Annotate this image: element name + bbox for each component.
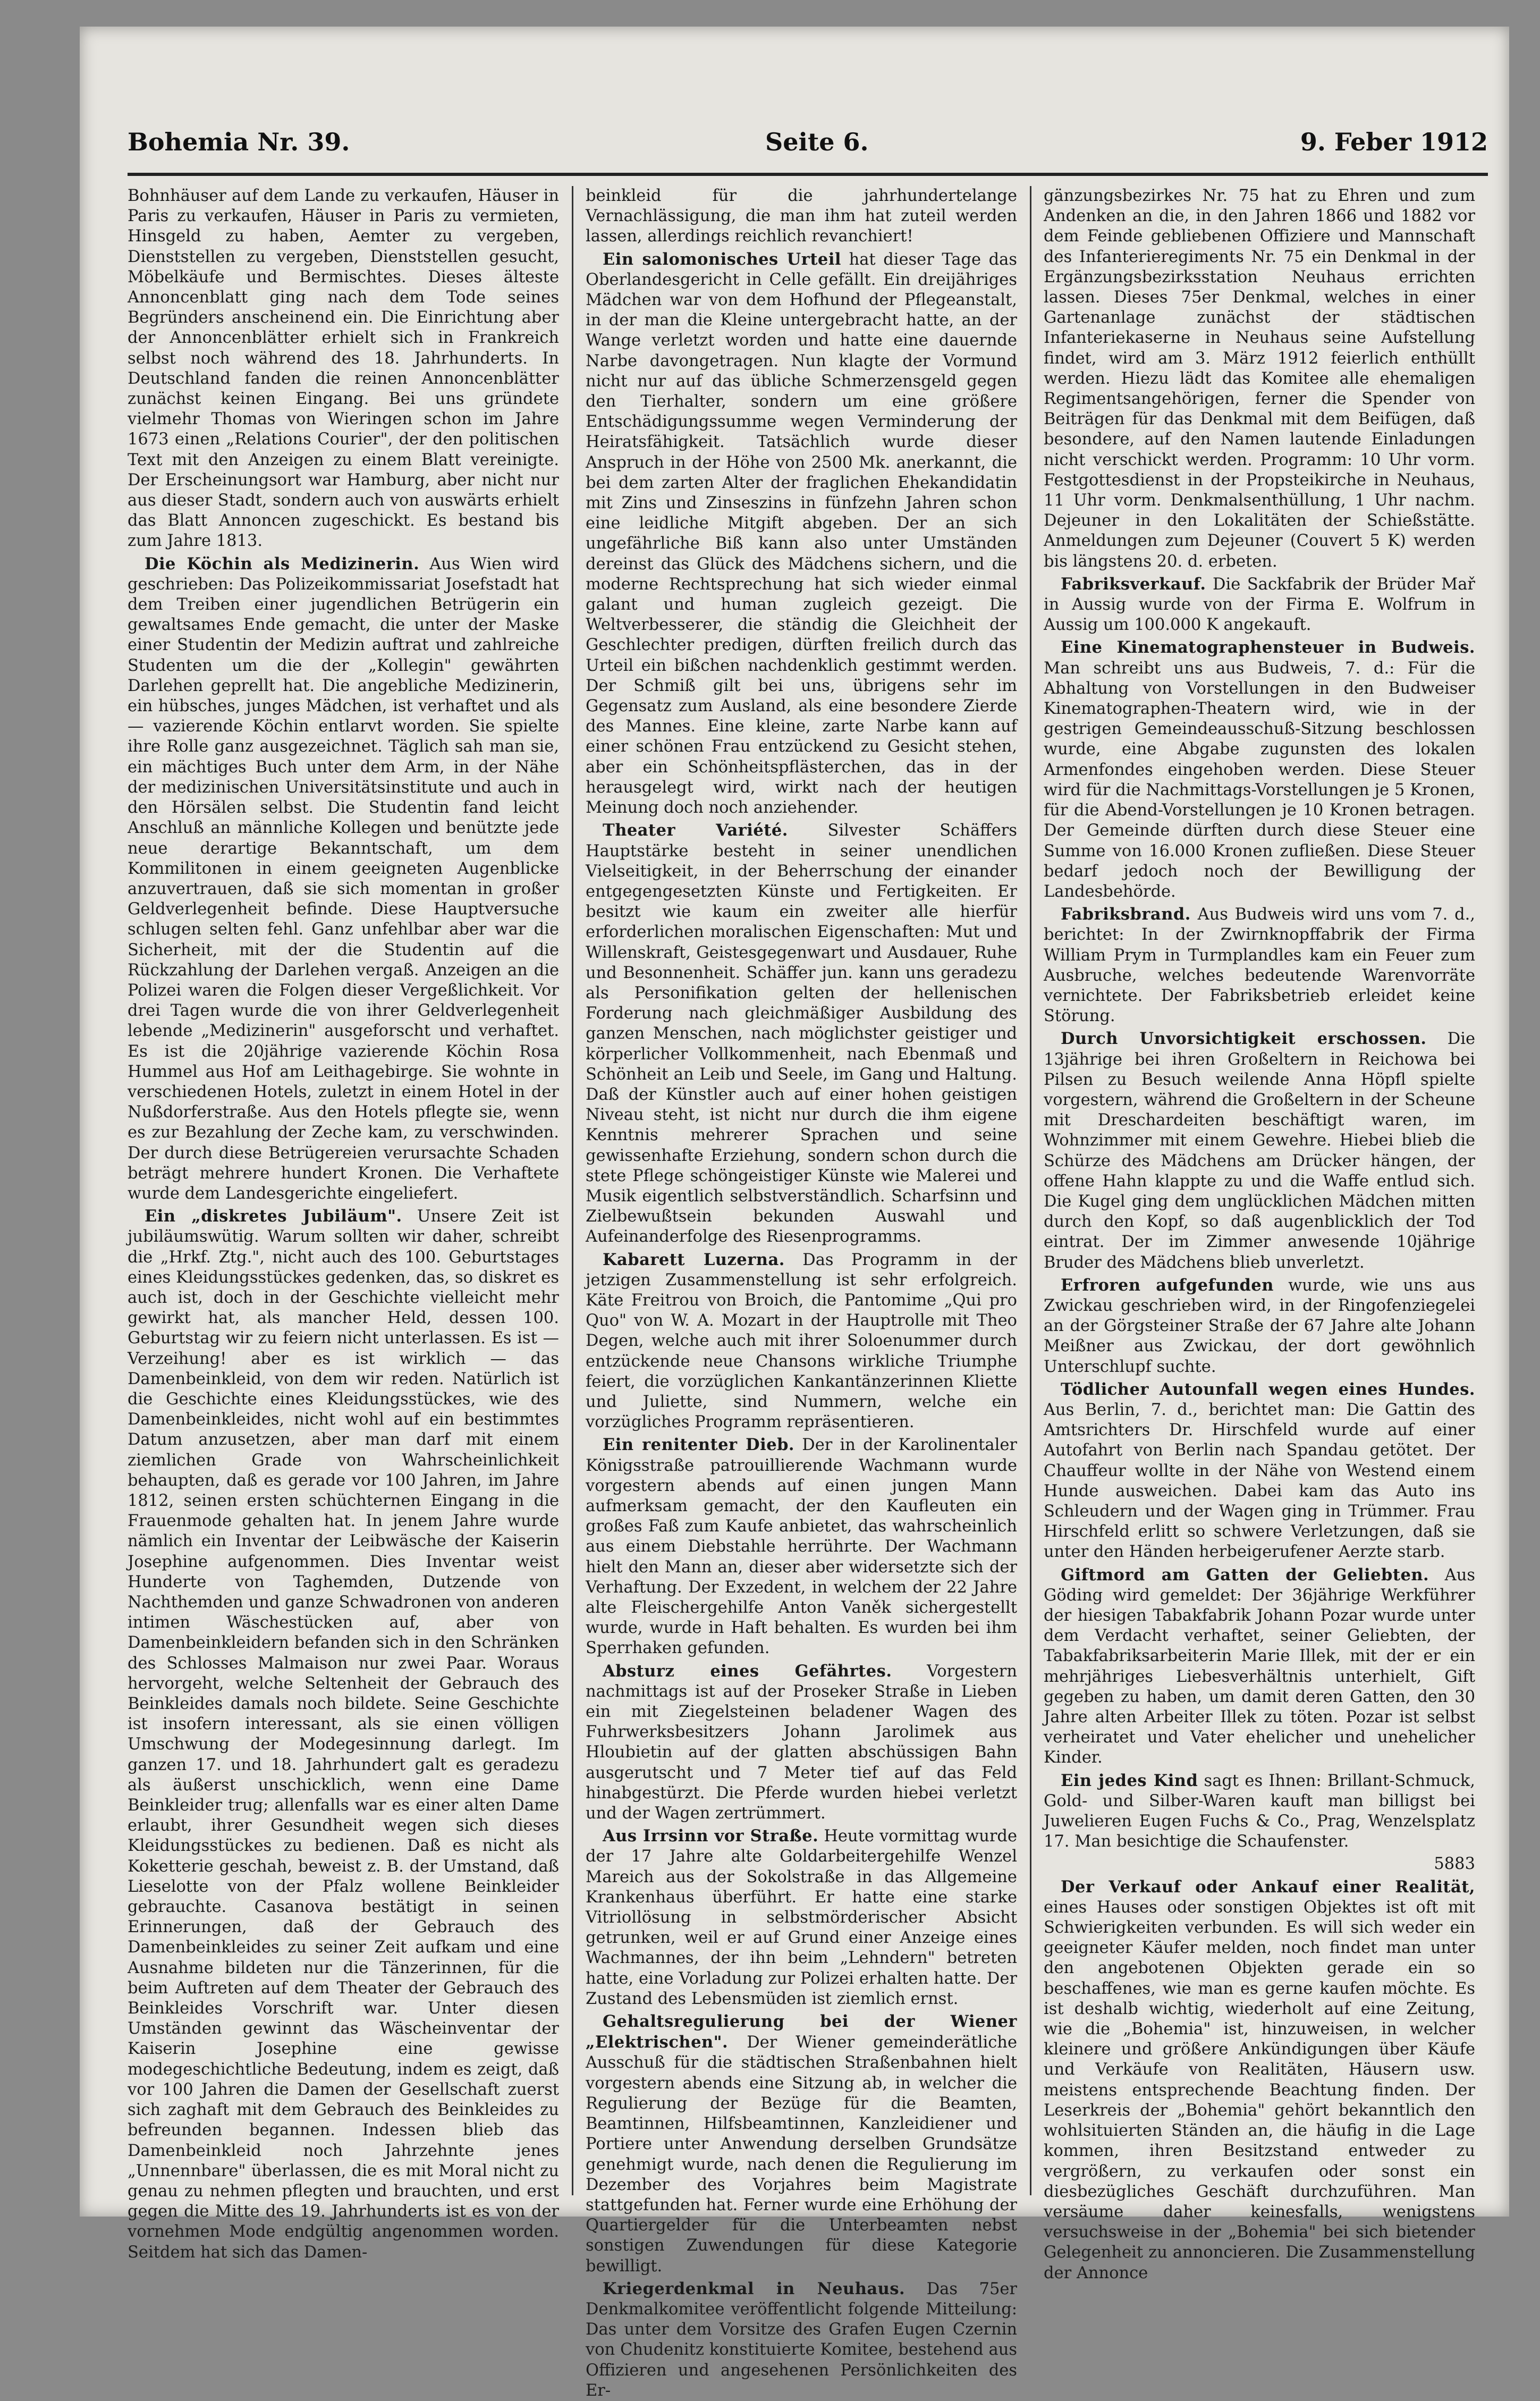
article-headline: Kabarett Luzerna. bbox=[603, 1250, 785, 1269]
article-headline: Theater Variété. bbox=[603, 821, 788, 840]
column-divider bbox=[1030, 186, 1031, 2195]
column-1 bbox=[128, 186, 559, 2262]
article-paragraph bbox=[128, 186, 559, 552]
article-text: Heute vormittag wurde der 17 Jahre alte Goldarbeitergehilfe Wenzel Mareich aus der Sokolstraße in das Allgemeine Krankenhaus überführt. Er hatte eine starke Vitriollösung in selbstmörderischer Absicht getrunken, weil er auf Grund einer Anzeige eines Wachmannes, der ihn beim „Lehndern" betreten hatte, eine Vorladung zur Polizei erhalten hatte. Der Zustand des Lebensmüden ist ziemlich ernst. bbox=[586, 1827, 1017, 2008]
article-text: Das Programm in der jetzigen Zusammenstellung ist sehr erfolgreich. Käte Freitrou von Broich, die Pantomime „Qui pro Quo" von W. A. Mozart in der Hauptrolle mit Theo Degen, welche auch mit ihrer Soloenummer durch entzückende neue Chansons wirkliche Triumphe feiert, die vorzüglichen Kankantänzerinnen Kliette und Juliette, sind Nummern, welche ein vorzügliches Programm repräsentieren. bbox=[586, 1250, 1017, 1432]
article-paragraph bbox=[1044, 904, 1475, 1026]
article-paragraph bbox=[586, 1661, 1017, 1824]
article-paragraph bbox=[586, 820, 1017, 1247]
article-headline: Ein salomonisches Urteil bbox=[603, 249, 842, 269]
article-paragraph bbox=[1044, 637, 1475, 902]
newspaper-page bbox=[80, 27, 1509, 2400]
article-headline: Gehaltsregulierung bei der Wiener „Elektrischen". bbox=[586, 2012, 1017, 2052]
article-headline: Die Köchin als Medizinerin. bbox=[145, 554, 420, 574]
article-paragraph bbox=[586, 186, 1017, 247]
article-paragraph bbox=[1044, 574, 1475, 636]
column-3 bbox=[1044, 186, 1475, 2282]
article-text: Unsere Zeit ist jubiläumswütig. Warum sollten wir daher, schreibt die „Hrkf. Ztg.", nicht auch des 100. Geburtstages eines Kleidungsstückes gedenken, das, so diskret es auch ist, doch in der Geschichte vielleicht mehr gewirkt hat, als mancher Held, dessen 100. Geburtstag wir zu feiern nicht unterlassen. Es ist — Verzeihung! aber es ist wirklich — das Damenbeinkleid, von dem wir reden. Natürlich ist die Geschichte eines Kleidungsstückes, wie des Damenbeinkleides, nicht wohl auf ein bestimmtes Datum anzusetzen, aber man darf mit einem ziemlichen Grade von Wahrscheinlichkeit behaupten, daß es gerade vor 100 Jahren, im Jahre 1812, seinen ersten schüchternen Eingang in die Frauenmode gehalten hat. In jenem Jahre wurde nämlich ein Inventar der Leibwäsche der Kaiserin Josephine aufgenommen. Dies Inventar weist Hunderte von Taghemden, Dutzende von Nachthemden und ganze Schwadronen von anderen intimen Wäschestücken auf, aber von Damenbeinkleidern befanden sich in den Schränken des Schlosses Malmaison nur zwei Paar. Woraus hervorgeht, welche Seltenheit der Gebrauch des Beinkleides damals noch bildete. Seine Geschichte ist insofern interessant, als sie einen völligen Umschwung der Modegesinnung darlegt. Im ganzen 17. und 18. Jahrhundert galt es geradezu als äußerst unschicklich, wenn eine Dame Beinkleider trug; allenfalls war es einer alten Dame erlaubt, ihrer Gesundheit wegen sich dieses Kleidungsstückes zu bedienen. Daß es nicht als Koketterie geschah, beweist z. B. der Umstand, daß Lieselotte von der Pfalz wollene Beinkleider gebrauchte. Casanova bestätigt in seinen Erinnerungen, daß der Gebrauch des Damenbeinkleides zu seiner Zeit aufkam und eine Ausnahme bildeten nur die Tänzerinnen, für die beim Auftreten auf dem Theater der Gebrauch des Beinkleides Vorschrift war. Unter diesen Umständen gewinnt das Wäscheinventar der Kaiserin Josephine eine gewisse modegeschichtliche Bedeutung, indem es zeigt, daß vor 100 Jahren die Damen der Gesellschaft zuerst sich zaghaft mit dem Gebrauch des Beinkleides zu befreunden begannen. Indessen blieb das Damenbeinkleid noch Jahrzehnte jenes „Unnennbare" überlassen, die es mit Moral nicht zu genau zu nehmen pflegten und brauchten, und erst gegen die Mitte des 19. Jahrhunderts ist es von der vornehmen Mode endgültig angenommen worden. Seitdem hat sich das Damen- bbox=[128, 1207, 559, 2262]
article-text: sagt es Ihnen: Brillant-Schmuck, Gold- und Silber-Waren kauft man billigst bei Juwelieren Eugen Fuchs & Co., Prag, Wenzelsplatz 17. Man besichtige die Schaufenster. bbox=[1044, 1771, 1475, 1851]
article-headline: Absturz eines Gefährtes. bbox=[603, 1661, 892, 1681]
column-2 bbox=[586, 186, 1018, 2400]
article-text: wurde, wie uns aus Zwickau geschrieben wird, in der Ringofenziegelei an der Görgsteiner Straße der 67 Jahre alte Johann Meißner aus Zwickau, der dort gewöhnlich Unterschlupf suchte. bbox=[1044, 1276, 1475, 1376]
article-text: Aus Budweis wird uns vom 7. d., berichtet: In der Zwirnknopffabrik der Firma William Prym in Turmplandles kam ein Feuer zum Ausbruche, welches bedeutende Warenvorräte vernichtete. Der Fabriksbetrieb erleidet keine Störung. bbox=[1044, 905, 1475, 1026]
article-paragraph bbox=[1044, 1565, 1475, 1768]
article-paragraph bbox=[1044, 1771, 1475, 1852]
article-headline: Kriegerdenkmal in Neuhaus. bbox=[603, 2279, 906, 2298]
article-paragraph bbox=[1044, 1275, 1475, 1377]
article-text: Man schreibt uns aus Budweis, 7. d.: Für die Abhaltung von Vorstellungen in den Budweiser Kinematographen-Theatern wird, wie in der gestrigen Gemeindeausschuß-Sitzung beschlossen wurde, eine Abgabe zugunsten des lokalen Armenfondes eingehoben werden. Diese Steuer wird für die Nachmittags-Vorstellungen je 5 Kronen, für die Abend-Vorstellungen je 10 Kronen betragen. Der Gemeinde dürften durch diese Steuer eine Summe von 16.000 Kronen zufließen. Diese Steuer bedarf jedoch noch der Bewilligung der Landesbehörde. bbox=[1044, 659, 1475, 901]
article-text: Das 75er Denkmalkomitee veröffentlicht folgende Mitteilung: Das unter dem Vorsitze des Grafen Eugen Czernin von Chudenitz konstituierte Komitee, bestehend aus Offizieren und angesehenen Persönlichkeiten des Er- bbox=[586, 2279, 1017, 2400]
article-paragraph bbox=[128, 1206, 559, 2263]
article-text: beinkleid für die jahrhundertelange Vernachlässigung, die man ihm hat zuteil werden lassen, allerdings reichlich revanchiert! bbox=[586, 187, 1017, 246]
article-text: Silvester Schäffers Hauptstärke besteht in seiner unendlichen Vielseitigkeit, in der Beherrschung der einander entgegengesetzten Künste und Fertigkeiten. Er besitzt wie kaum ein zweiter alle hierfür erforderlichen moralischen Eigenschaften: Mut und Willenskraft, Geistesgegenwart und Ausdauer, Ruhe und Besonnenheit. Schäffer jun. kann uns geradezu als Personifikation gelten der hellenischen Forderung nach gleichmäßiger Ausbildung des ganzen Menschen, nach möglichster geistiger und körperlicher Vollkommenheit, nach Ebenmaß und Schönheit an Leib und Seele, im Gang und Haltung. Daß der Künstler auch auf einer hohen geistigen Niveau steht, ist nicht nur durch die ihm eigene Kenntnis mehrerer Sprachen und seine gewissenhafte Erziehung, sondern schon durch die stete Pflege schöngeistiger Künste wie Malerei und Musik eigentlich selbstverständlich. Scharfsinn und Zielbewußtsein bekunden Auswahl und Aufeinanderfolge des Riesenprogramms. bbox=[586, 821, 1017, 1246]
article-headline: Ein „diskretes Jubiläum". bbox=[145, 1207, 402, 1226]
article-paragraph bbox=[586, 249, 1017, 819]
masthead-issue: Bohemia Nr. 39. bbox=[128, 128, 350, 156]
header-rule bbox=[128, 173, 1488, 176]
page-header bbox=[128, 128, 1488, 170]
article-text: Der in der Karolinentaler Königsstraße patrouillierende Wachmann wurde vorgestern abends auf einen jungen Mann aufmerksam gemacht, der den Kaufleuten ein großes Faß zum Kaufe anbietet, das wahrscheinlich aus einem Diebstahle herrührte. Der Wachmann hielt den Mann an, dieser aber widersetzte sich der Verhaftung. Der Exzedent, in welchem der 22 Jahre alte Fleischergehilfe Anton Vaněk sichergestellt wurde, wurde in Haft behalten. Es wurden bei ihm Sperrhaken gefunden. bbox=[586, 1436, 1017, 1658]
article-paragraph bbox=[128, 554, 559, 1204]
article-text: Aus Göding wird gemeldet: Der 36jährige Werkführer der hiesigen Tabakfabrik Johann Pozar wurde unter dem Verdacht verhaftet, seiner Geliebten, der Tabakfabriksarbeiterin Marie Illek, mit der er ein mehrjähriges Liebesverhältnis unterhielt, Gift gegeben zu haben, um damit deren Gatten, den 30 Jahre alten Arbeiter Illek zu töten. Pozar ist selbst verheiratet und Vater ehelicher und unehelicher Kinder. bbox=[1044, 1565, 1475, 1767]
article-paragraph bbox=[586, 1826, 1017, 2009]
article-text: gänzungsbezirkes Nr. 75 hat zu Ehren und zum Andenken an die, in den Jahren 1866 und 1882 vor dem Feinde gebliebenen Offiziere und Mannschaft des Infanterieregiments Nr. 75 ein Denkmal in der Ergänzungsbezirksstation Neuhaus errichten lassen. Dieses 75er Denkmal, welches in einer Gartenanlage zunächst der städtischen Infanteriekaserne in Neuhaus seine Aufstellung findet, wird am 3. März 1912 feierlich enthüllt werden. Hiezu lädt das Komitee alle ehemaligen Regimentsangehörigen, ferner die Spender von Beiträgen für das Denkmal mit dem Beifügen, daß besondere, auf den Namen lautende Einladungen nicht verschickt werden. Programm: 10 Uhr vorm. Festgottesdienst in der Propsteikirche in Neuhaus, 11 Uhr vorm. Denkmalsenthüllung, 1 Uhr nachm. Dejeuner in den Lokalitäten der Schießstätte. Anmeldungen zum Dejeuner (Couvert 5 K) werden bis längstens 20. d. erbeten. bbox=[1044, 187, 1475, 571]
article-text: hat dieser Tage das Oberlandesgericht in Celle gefällt. Ein dreijähriges Mädchen war von dem Hofhund der Pflegeanstalt, in der man die Kleine untergebracht hatte, an der Wange verletzt worden und hatte eine dauernde Narbe davongetragen. Nun klagte der Vormund nicht nur auf das übliche Schmerzensgeld gegen den Tierhalter, sondern um eine größere Entschädigungssumme wegen Verminderung der Heiratsfähigkeit. Tatsächlich wurde dieser Anspruch in der Höhe von 2500 Mk. anerkannt, die bei dem zarten Alter der fraglichen Ehekandidatin mit Zins und Zinseszins in fünfzehn Jahren schon eine leidliche Mitgift abgeben. Der an sich ungefährliche Biß kann also unter Umständen dereinst das Glück des Mädchens sichern, und die moderne Rechtsprechung hat sich wieder einmal galant und human zugleich gezeigt. Die Weltverbesserer, die ständig die Gleichheit der Geschlechter predigen, dürften freilich durch das Urteil ein bißchen nachdenklich gestimmt werden. Der Schmiß gilt bei uns, übrigens sehr im Gegensatz zum Ausland, als eine besondere Zierde des Mannes. Eine kleine, zarte Narbe kann auf einer schönen Frau entzückend zu Gesicht stehen, aber ein Schönheitspflästerchen, das in der herausgelegt wird, wirkt nach der heutigen Meinung doch noch anziehender. bbox=[586, 250, 1017, 818]
article-text: Die Sackfabrik der Brüder Mař in Aussig wurde von der Firma E. Wolfrum in Aussig um 100.000 K angekauft. bbox=[1044, 575, 1475, 635]
article-text: Aus Berlin, 7. d., berichtet man: Die Gattin des Amtsrichters Dr. Hirschfeld wurde auf einer Autofahrt von Berlin nach Spandau getötet. Der Chauffeur wollte in der Nähe von Westend einem Hunde ausweichen. Dabei kam das Auto ins Schleudern und der Wagen ging in Trümmer. Frau Hirschfeld erlitt so schwere Verletzungen, daß sie unter den Händen herbeigerufener Aerzte starb. bbox=[1044, 1400, 1475, 1562]
article-headline: Ein renitenter Dieb. bbox=[603, 1435, 795, 1455]
article-paragraph bbox=[1044, 1029, 1475, 1273]
article-text: Die 13jährige bei ihren Großeltern in Reichowa bei Pilsen zu Besuch weilende Anna Höpfl spielte vorgestern, während die Großeltern in der Scheune mit Dreschardeiten beschäftigt waren, im Wohnzimmer mit einem Gewehre. Hiebei blieb die Schürze des Mädchens am Drücker hängen, der offene Hahn klappte zu und die Waffe entlud sich. Die Kugel ging dem unglücklichen Mädchen mitten durch den Kopf, so daß augenblicklich der Tod eintrat. Der im Zimmer anwesende 10jährige Bruder des Mädchens blieb unverletzt. bbox=[1044, 1030, 1475, 1272]
article-headline: Durch Unvorsichtigkeit erschossen. bbox=[1061, 1029, 1427, 1049]
article-paragraph bbox=[1044, 1379, 1475, 1563]
article-headline: Eine Kinematographensteuer in Budweis. bbox=[1061, 638, 1475, 658]
article-paragraph bbox=[586, 1250, 1017, 1433]
article-text: 5883 bbox=[1434, 1855, 1475, 1874]
article-text: Vorgestern nachmittags ist auf der Proseker Straße in Lieben ein mit Ziegelsteinen beladener Wagen des Fuhrwerksbesitzers Johann Jarolimek aus Hloubietin auf der glatten abschüssigen Bahn ausgerutscht und 7 Meter tief auf das Feld hinabgestürzt. Die Pferde wurden hiebei verletzt und der Wagen zertrümmert. bbox=[586, 1662, 1018, 1823]
article-headline: Ein jedes Kind bbox=[1061, 1771, 1198, 1790]
article-paragraph bbox=[586, 2279, 1017, 2401]
article-headline: Tödlicher Autounfall wegen eines Hundes. bbox=[1061, 1379, 1475, 1399]
article-paragraph bbox=[586, 2011, 1017, 2277]
article-text: Aus Wien wird geschrieben: Das Polizeikommissariat Josefstadt hat dem Treiben einer jugendlichen Betrügerin ein gewaltsames Ende gemacht, die unter der Maske einer Studentin der Medizin auftrat und zahlreiche Studenten um die der „Kollegin" gewährten Darlehen geprellt hat. Die angebliche Medizinerin, ein hübsches, junges Mädchen, ist verhaftet und als — vazierende Köchin entlarvt worden. Sie spielte ihre Rolle ganz ausgezeichnet. Täglich sah man sie, ein mächtiges Buch unter dem Arm, in der Nähe der medizinischen Universitätsinstitute und auch in den Hörsälen selbst. Die Studentin fand leicht Anschluß an männliche Kollegen und benützte jede neue derartige Bekanntschaft, um dem Kommilitonen in einem geeigneten Augenblicke anzuvertrauen, daß sie sich momentan in großer Geldverlegenheit befinde. Diese Hauptversuche schlugen selten fehl. Ganz unfehlbar aber war die Sicherheit, mit der die Studentin auf die Rückzahlung der Darlehen vergaß. Anzeigen an die Polizei waren die Folgen dieser Vergeßlichkeit. Vor drei Tagen wurde die von ihrer Geldverlegenheit lebende „Medizinerin" ausgeforscht und verhaftet. Es ist die 20jährige vazierende Köchin Rosa Hummel aus Hof am Leithagebirge. Sie wohnte in verschiedenen Hotels, zuletzt in einem Hotel in der Nußdorferstraße. Aus den Hotels pflegte sie, wenn es zur Bezahlung der Zeche kam, zu verschwinden. Der durch diese Betrügereien verursachte Schaden beträgt mehrere hundert Kronen. Die Verhaftete wurde dem Landesgerichte eingeliefert. bbox=[128, 554, 559, 1203]
article-text: Der Wiener gemeinderätliche Ausschuß für die städtischen Straßenbahnen hielt vorgestern abends eine Sitzung ab, in welcher die Regulierung der Bezüge für die Beamten, Beamtinnen, Hilfsbeamtinnen, Kanzleidiener und Portiere unter Anwendung derselben Grundsätze genehmigt wurde, nach denen die Regulierung im Dezember des Vorjahres beim Magistrate stattgefunden hat. Ferner wurde eine Erhöhung der Quartiergelder für die Unterbeamten nebst sonstigen Zuwendungen für diese Kategorie bewilligt. bbox=[586, 2033, 1017, 2276]
article-headline: Aus Irrsinn vor Straße. bbox=[603, 1826, 819, 1846]
article-paragraph bbox=[1044, 1877, 1475, 2284]
article-headline: Erfroren aufgefunden bbox=[1061, 1275, 1274, 1295]
article-paragraph bbox=[1044, 186, 1475, 572]
issue-date: 9. Feber 1912 bbox=[1300, 128, 1488, 156]
article-headline: Fabriksverkauf. bbox=[1061, 574, 1206, 594]
article-text: Bohnhäuser auf dem Lande zu verkaufen, Häuser in Paris zu verkaufen, Häuser in Paris zu vermieten, Hinsgeld zu haben, Aemter zu vergeben, Dienststellen zu vergeben, Dienststellen gesucht, Möbelkäufe und Bermischtes. Dieses älteste Annoncenblatt ging nach dem Tode seines Begründers anscheinend ein. Die Einrichtung aber der Annoncenblätter erhielt sich in Frankreich selbst noch während des 18. Jahrhunderts. In Deutschland fanden die reinen Annoncenblätter zunächst keinen Eingang. Bei uns gründete vielmehr Thomas von Wieringen schon im Jahre 1673 einen „Relations Courier", der den politischen Text mit den Anzeigen zu einem Blatt vereinigte. Der Erscheinungsort war Hamburg, aber nicht nur aus dieser Stadt, sondern auch von auswärts erhielt das Blatt Annoncen zugeschickt. Es bestand bis zum Jahre 1813. bbox=[128, 187, 559, 551]
advert-number bbox=[1044, 1854, 1475, 1874]
page-number: Seite 6. bbox=[765, 128, 869, 156]
article-headline: Der Verkauf oder Ankauf einer Realität, bbox=[1061, 1877, 1475, 1897]
article-columns bbox=[128, 186, 1493, 2400]
column-divider bbox=[572, 186, 573, 2195]
article-paragraph bbox=[586, 1435, 1017, 1658]
article-text: eines Hauses oder sonstigen Objektes ist oft mit Schwierigkeiten verbunden. Es will sich weder ein geeigneter Käufer melden, noch findet man unter den angebotenen Objekten gerade ein so beschaffenes, wie man es gerne kaufen möchte. Es ist deshalb wichtig, wiederholt auf eine Zeitung, wie die „Bohemia" ist, hinzuweisen, in welcher kleinere und größere Ankündigungen über Käufe und Verkäufe von Realitäten, Häusern usw. meistens entsprechende Beachtung finden. Der Leserkreis der „Bohemia" gehört bekanntlich den wohlsituierten Ständen an, die häufig in die Lage kommen, ihren Besitzstand entweder zu vergrößern, zu verkaufen oder sonst ein diesbezügliches Geschäft durchzuführen. Man versäume daher keinesfalls, wenigstens versuchsweise in der „Bohemia" bei sich bietender Gelegenheit zu annoncieren. Die Zusammenstellung der Annonce bbox=[1044, 1898, 1475, 2282]
article-headline: Fabriksbrand. bbox=[1061, 905, 1191, 924]
article-headline: Giftmord am Gatten der Geliebten. bbox=[1061, 1565, 1429, 1585]
